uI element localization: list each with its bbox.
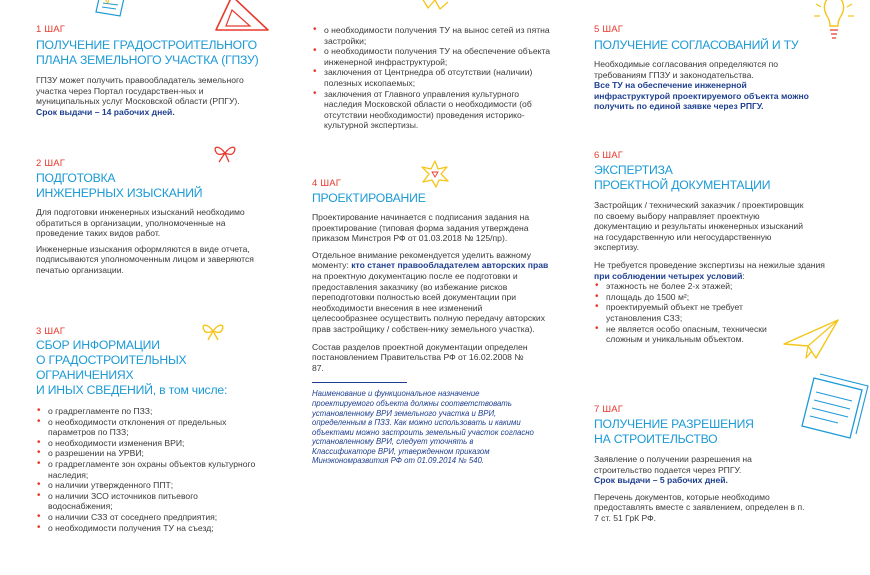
star-burst-icon-top: [418, 0, 452, 14]
list-item: • о необходимости изменения ВРИ;: [36, 438, 261, 449]
step-2-para-2: Инженерные изыскания оформляются в виде отчета, подписываются уполномоченным лицом и заверяются печатью организации.: [36, 243, 254, 275]
document-icon: [94, 0, 134, 20]
papers-stack-icon: [800, 372, 870, 448]
step-5-title: ПОЛУЧЕНИЕ СОГЛАСОВАНИЙ И ТУ: [594, 38, 799, 52]
bow-icon: [212, 142, 238, 164]
list-item: • о необходимости получения ТУ на обеспечение объекта инженерной инфраструктурой;: [312, 46, 557, 67]
list-item: • о наличии ЗСО источников питьевого водоснабжения;: [36, 491, 261, 512]
condition-item: • проектируемый объект не требует установления СЗЗ;: [594, 302, 799, 323]
step-3-list-continued: [312, 25, 557, 131]
condition-item: • этажность не более 2-х этажей;: [594, 281, 799, 292]
step-1-title: [36, 38, 276, 68]
star-burst-icon: [420, 160, 450, 188]
step-2-title-line2: ИНЖЕНЕРНЫХ ИЗЫСКАНИЙ: [36, 186, 203, 200]
step-3-title: [36, 338, 281, 398]
list-item: • о наличии утвержденного ППТ;: [36, 480, 261, 491]
step-6-para-2: Не требуется проведение экспертизы на нежилые здания при соблюдении четырех условий:: [594, 259, 825, 281]
step-4-para-2: Отдельное внимание рекомендуется уделить важному моменту: кто станет правообладателем авторских прав на проектную документацию после ее подготовки и предоставления заказчику (во избежание рисков переподготовки полностью всей документации при необходимости внесения в нее изменений целесообразнее осуществить полную передачу авторских прав застройщику / собствен-нику земельного участка).: [312, 249, 549, 334]
paper-plane-icon: [782, 318, 842, 362]
step-6-section: [594, 150, 834, 345]
step-4-label: 4 ШАГ: [312, 178, 342, 189]
step-3-title-line1: СБОР ИНФОРМАЦИИ: [36, 338, 160, 352]
step-7-title-line2: НА СТРОИТЕЛЬСТВО: [594, 432, 718, 446]
list-item: • заключения от Главного управления культурного наследия Московской области о необходимости (об отсутствии необходимости) проведения историко-культурной экспертизы.: [312, 89, 557, 131]
step-6-conditions: [594, 281, 799, 345]
bulb-icon: [812, 0, 856, 48]
step-3-title-line3: И ИНЫХ СВЕДЕНИЙ, в том числе:: [36, 383, 228, 397]
step-7-label: 7 ШАГ: [594, 404, 624, 415]
divider: [312, 382, 407, 383]
list-item: • о необходимости отклонения от предельных параметров по ПЗЗ;: [36, 417, 261, 438]
step-4-title: ПРОЕКТИРОВАНИЕ: [312, 191, 426, 205]
list-item: • о градрегламенте зон охраны объектов культурного наследия;: [36, 459, 261, 480]
step-5-para-1: Необходимые согласования определяются по требованиям ГПЗУ и законодательства.: [594, 59, 779, 80]
list-item: • о разрешении на УРВИ;: [36, 448, 261, 459]
step-5-section: [594, 24, 834, 112]
step-1-deadline: Срок выдачи – 14 рабочих дней.: [36, 106, 175, 117]
step-5-label: 5 ШАГ: [594, 24, 624, 35]
step-7-title: [594, 417, 834, 447]
step-6-para-1: Застройщик / технический заказчик / проектировщик по своему выбору направляет проектную документацию и результаты инженерных изысканий на государственную или негосударственную экспертизу.: [594, 200, 804, 253]
step-7-section: [594, 404, 834, 524]
step-3-section: [36, 326, 281, 533]
step-7-para-1: Заявление о получении разрешения на строительство подается через РПГУ.: [594, 454, 752, 475]
step-3-list: [36, 406, 261, 533]
step-7-title-line1: ПОЛУЧЕНИЕ РАЗРЕШЕНИЯ: [594, 417, 754, 431]
step-3-label: 3 ШАГ: [36, 326, 66, 337]
step-1-body: ГПЗУ может получить правообладатель земельного участка через Портал государствен-ных и муниципальных услуг Московской области (РПГУ).: [36, 75, 244, 107]
list-item: • о необходимости получения ТУ на съезд;: [36, 523, 261, 534]
list-item: • заключения от Центрнедра об отсутствии (наличии) полезных ископаемых;: [312, 67, 557, 88]
step-1-section: [36, 24, 276, 117]
step-2-section: [36, 158, 276, 276]
step-3-title-line2: О ГРАДОСТРОИТЕЛЬНЫХ ОГРАНИЧЕНИЯХ: [36, 353, 187, 382]
condition-item: • площадь до 1500 м²;: [594, 292, 799, 303]
list-item: • о наличии СЗЗ от соседнего предприятия;: [36, 512, 261, 523]
step-4-para-1: Проектирование начинается с подписания задания на проектирование (типовая форма задания утверждена приказом Минстроя РФ от 01.03.2018 № 125/пр).: [312, 212, 530, 244]
step-2-para-1: Для подготовки инженерных изысканий необходимо обратиться в организации, уполномоченные на проведение таких видов работ.: [36, 207, 245, 239]
step-7-deadline: Срок выдачи – 5 рабочих дней.: [594, 475, 728, 486]
step-4-section: [312, 178, 557, 466]
step-7-para-2: Перечень документов, которые необходимо предоставлять вместе с заявлением, определен в п. 7 ст. 51 ГрК РФ.: [594, 491, 805, 523]
step-1-label: 1 ШАГ: [36, 24, 66, 35]
triangle-ruler-icon: [210, 0, 270, 34]
step-2-title-line1: ПОДГОТОВКА: [36, 171, 116, 185]
step-6-label: 6 ШАГ: [594, 150, 624, 161]
list-item: • о градрегламенте по ПЗЗ;: [36, 406, 261, 417]
step-1-title-line1: ПОЛУЧЕНИЕ ГРАДОСТРОИТЕЛЬНОГО: [36, 38, 257, 52]
step-5-para-2: Все ТУ на обеспечение инженерной инфраструктурой проектируемого объекта можно получить по единой заявке через РПГУ.: [594, 80, 809, 112]
bow-icon-yellow: [200, 320, 226, 342]
step-2-title: [36, 171, 276, 201]
step-4-note: Наименование и функциональное назначение проектируемого объекта должны соответствовать установленному ВРИ земельного участка и ВРИ, определенным в ПЗЗ. Как можно использовать и какими объектами можно застроить земельный участок согласно установленному ВРИ, следует уточнять в Классификаторе ВРИ, утвержденном приказом Минэкономразвития РФ от 01.09.2014 № 540.: [312, 389, 534, 466]
step-6-title: [594, 163, 834, 193]
list-item: • о необходимости получения ТУ на вынос сетей из пятна застройки;: [312, 25, 557, 46]
step-6-title-line2: ПРОЕКТНОЙ ДОКУМЕНТАЦИИ: [594, 178, 771, 192]
step-6-title-line1: ЭКСПЕРТИЗА: [594, 163, 673, 177]
condition-item: • не является особо опасным, технически сложным и уникальным объектом.: [594, 324, 799, 345]
step-1-title-line2: ПЛАНА ЗЕМЕЛЬНОГО УЧАСТКА (ГПЗУ): [36, 53, 259, 67]
step-4-para-3: Состав разделов проектной документации определен постановлением Правительства РФ от 16.02.2008 № 87.: [312, 341, 528, 373]
step-2-label: 2 ШАГ: [36, 158, 66, 169]
